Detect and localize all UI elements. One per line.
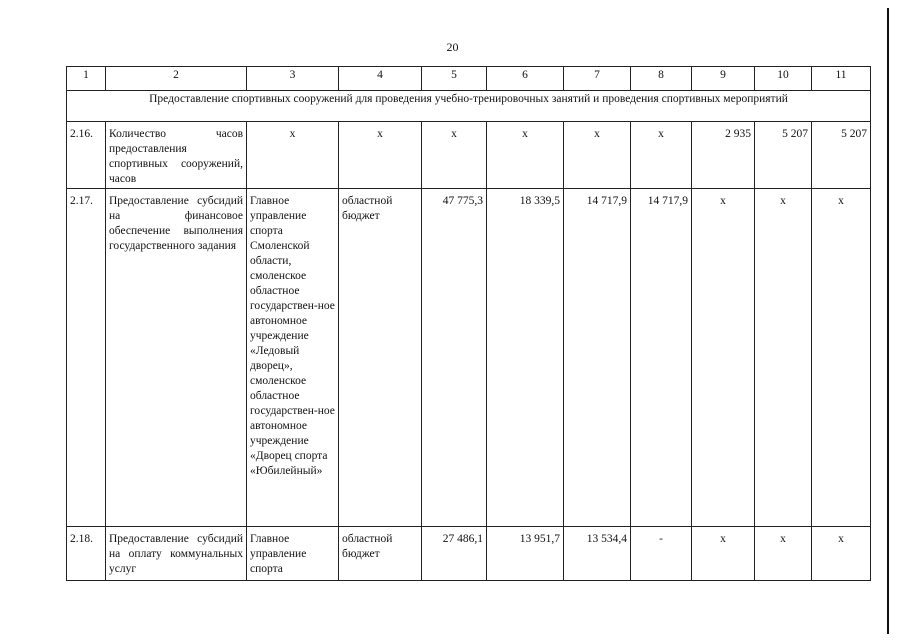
row-col11: х [812,189,871,527]
table-row [67,189,871,527]
row-col5: 27 486,1 [422,527,487,581]
table-row [67,122,871,189]
column-header: 1 [67,67,106,91]
row-col11: х [812,527,871,581]
header-row [67,67,871,91]
row-col6: 18 339,5 [487,189,564,527]
row-source: областной бюджет [339,189,422,527]
column-header: 2 [106,67,247,91]
row-col11: 5 207 [812,122,871,189]
row-name: Количество часов предоставления спортивных сооружений, часов [106,122,247,189]
row-executor: х [247,122,339,189]
row-col9: х [692,189,755,527]
program-table [66,66,871,581]
table-row [67,527,871,581]
margin-rule [887,8,889,634]
row-col8: - [631,527,692,581]
row-col7: 13 534,4 [564,527,631,581]
column-header: 3 [247,67,339,91]
row-col5: 47 775,3 [422,189,487,527]
row-col10: х [755,189,812,527]
row-col10: 5 207 [755,122,812,189]
column-header: 7 [564,67,631,91]
row-col9: 2 935 [692,122,755,189]
row-number: 2.18. [67,527,106,581]
row-col8: 14 717,9 [631,189,692,527]
row-col5: х [422,122,487,189]
section-row [67,91,871,122]
row-executor: Главное управление спорта Смоленской области, смоленское областное государствен-ное автономное учреждение «Ледовый дворец», смоленское областное государствен-ное автономное учреждение «Дворец спорта «Юбилейный» [247,189,339,527]
row-col8: х [631,122,692,189]
row-col6: х [487,122,564,189]
column-header: 8 [631,67,692,91]
column-header: 6 [487,67,564,91]
row-col10: х [755,527,812,581]
column-header: 9 [692,67,755,91]
column-header: 10 [755,67,812,91]
row-col7: 14 717,9 [564,189,631,527]
row-source: областной бюджет [339,527,422,581]
row-executor: Главное управление спорта [247,527,339,581]
row-name: Предоставление субсидий на оплату коммунальных услуг [106,527,247,581]
row-number: 2.17. [67,189,106,527]
row-col7: х [564,122,631,189]
row-source: х [339,122,422,189]
page-number: 20 [446,40,459,54]
column-header: 5 [422,67,487,91]
section-title: Предоставление спортивных сооружений для проведения учебно-тренировочных занятий и проведения спортивных мероприятий [67,91,871,122]
column-header: 11 [812,67,871,91]
row-col6: 13 951,7 [487,527,564,581]
column-header: 4 [339,67,422,91]
row-col9: х [692,527,755,581]
row-name: Предоставление субсидий на финансовое обеспечение выполнения государственного задания [106,189,247,527]
row-number: 2.16. [67,122,106,189]
